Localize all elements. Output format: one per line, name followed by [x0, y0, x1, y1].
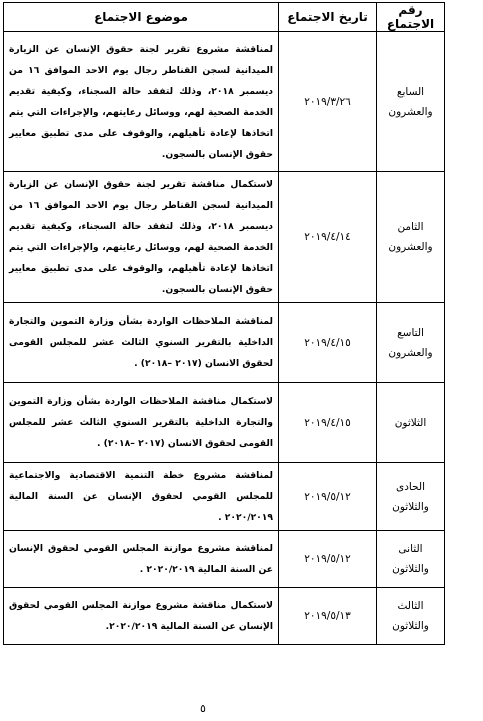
header-meeting-topic: موضوع الاجتماع	[4, 3, 279, 32]
meeting-number: الحادى والثلاثون	[377, 463, 445, 531]
meeting-date: ٢٠١٩/٥/١٢	[279, 463, 377, 531]
meeting-date: ٢٠١٩/٣/٢٦	[279, 32, 377, 172]
meeting-date: ٢٠١٩/٤/١٥	[279, 383, 377, 463]
table-row	[4, 32, 445, 172]
meeting-topic: لاستكمال مناقشة تقرير لجنة حقوق الإنسان عن الزيارة الميدانية لسجن القناطر رجال يوم الاحد الموافق ١٦ من ديسمبر ٢٠١٨، وذلك لتفقد حالة السجناء، وكيفية تقديم الخدمة الصحية لهم، ووسائل رعايتهم، والإجراءات التي يتم اتخاذها لإعادة تأهيلهم، والوقوف على مدى تطبيق معايير حقوق الإنسان بالسجون.	[4, 172, 279, 303]
meeting-topic: لمناقشة مشروع موازنة المجلس القومي لحقوق الإنسان عن السنة المالية ٢٠٢٠/٢٠١٩ .	[4, 531, 279, 588]
table-row	[4, 303, 445, 383]
table-row	[4, 172, 445, 303]
table-row	[4, 588, 445, 645]
meeting-topic: لمناقشة مشروع تقرير لجنة حقوق الإنسان عن الزيارة الميدانية لسجن القناطر رجال يوم الاحد الموافق ١٦ من ديسمبر ٢٠١٨، وذلك لتفقد حالة السجناء، وكيفية تقديم الخدمة الصحية لهم، ووسائل رعايتهم، والإجراءات التي يتم اتخاذها لإعادة تأهيلهم، والوقوف على مدى تطبيق معايير حقوق الإنسان بالسجون.	[4, 32, 279, 172]
header-meeting-date: تاريخ الاجتماع	[279, 3, 377, 32]
meeting-number: الثالث والثلاثون	[377, 588, 445, 645]
meeting-number: الثامن والعشرون	[377, 172, 445, 303]
meeting-topic: لاستكمال مناقشة الملاحظات الواردة بشأن وزارة التموين والتجارة الداخلية بالتقرير السنوي الثالث عشر للمجلس القومى لحقوق الانسان (٢٠١٧ –٢٠١٨) .	[4, 383, 279, 463]
meeting-number: السابع والعشرون	[377, 32, 445, 172]
table-row	[4, 531, 445, 588]
meeting-date: ٢٠١٩/٤/١٥	[279, 303, 377, 383]
meeting-topic: لاستكمال مناقشة مشروع موازنة المجلس القومي لحقوق الإنسان عن السنة المالية ٢٠٢٠/٢٠١٩.	[4, 588, 279, 645]
meeting-topic: لمناقشة مشروع خطة التنمية الاقتصادية والاجتماعية للمجلس القومي لحقوق الإنسان عن السنة المالية ٢٠٢٠/٢٠١٩ .	[4, 463, 279, 531]
meeting-number: الثانى والثلاثون	[377, 531, 445, 588]
header-meeting-number: رقم الاجتماع	[377, 3, 445, 32]
meeting-number: الثلاثون	[377, 383, 445, 463]
table-header-row	[4, 3, 445, 32]
meetings-table	[3, 2, 445, 645]
meeting-date: ٢٠١٩/٥/١٣	[279, 588, 377, 645]
meeting-date: ٢٠١٩/٤/١٤	[279, 172, 377, 303]
meeting-date: ٢٠١٩/٥/١٢	[279, 531, 377, 588]
table-row	[4, 463, 445, 531]
table-row	[4, 383, 445, 463]
page-number: ٥	[200, 702, 206, 715]
meeting-topic: لمناقشة الملاحظات الواردة بشأن وزارة التموين والتجارة الداخلية بالتقرير السنوي الثالث عشر للمجلس القومى لحقوق الانسان (٢٠١٧ –٢٠١٨) .	[4, 303, 279, 383]
meeting-number: التاسع والعشرون	[377, 303, 445, 383]
